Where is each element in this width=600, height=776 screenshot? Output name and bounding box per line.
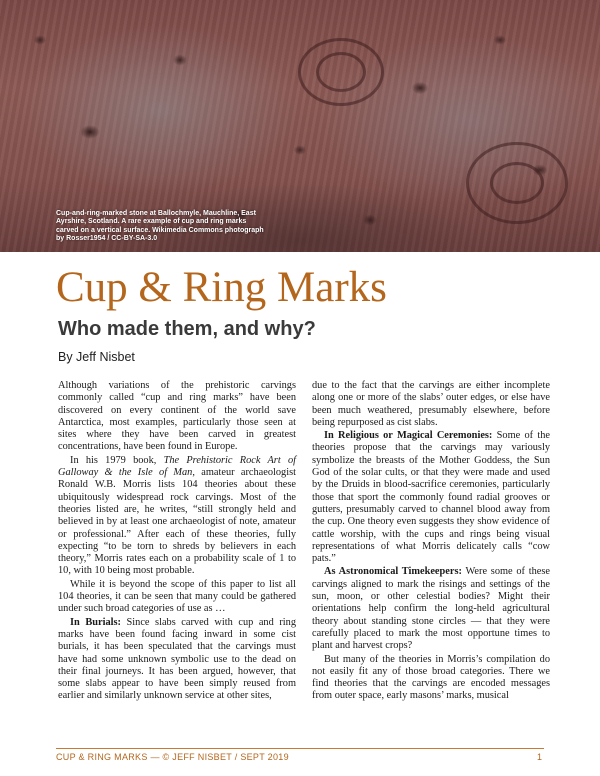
- footer-divider: [56, 748, 544, 749]
- run-in-heading: In Burials:: [70, 616, 121, 628]
- header-photo: [0, 0, 600, 252]
- page-title: Cup & Ring Marks: [56, 264, 387, 311]
- run-in-heading: As Astronomical Timekeepers:: [324, 566, 462, 578]
- page-subtitle: Who made them, and why?: [58, 318, 316, 340]
- paragraph-text: Were some of these carvings aligned to mark the risings and settings of the sun, moon, or other celestial bodies? Might their orientations help confirm the long-held agricultural theory about standing stone circles — that they were carefully placed to mark the most opportune times to plant and harvest crops?: [312, 566, 550, 652]
- paragraph: But many of the theories in Morris’s compilation do not easily fit any of those broad categories. There we find theories that the carvings are encoded messages from outer space, early masons’ marks, musical: [312, 653, 550, 702]
- carved-ring: [316, 52, 366, 92]
- left-column: [58, 380, 296, 704]
- paragraph-text: In his 1979 book,: [70, 454, 164, 466]
- paragraph-text: Some of the theories propose that the carvings may variously symbolize the breasts of the Mother Goddess, the Sun God of the solar cults, or that they were made and used by the Druids in blood-sacrifice ceremonies, particularly those that sport the commonly found radial grooves or gutters, presumably carved to channel blood away from the cup. One theory even suggests they show evidence of cattle worship, with the cups and rings being visual representations of what Morris delicately calls “cow pats.”: [312, 430, 550, 565]
- byline: By Jeff Nisbet: [58, 350, 135, 364]
- run-in-heading: In Religious or Magical Ceremonies:: [324, 430, 493, 442]
- book-title: The Prehistoric Rock Art of Galloway & the Isle of Man: [58, 454, 296, 479]
- page-number: 1: [537, 752, 543, 762]
- running-footer: CUP & RING MARKS — © JEFF NISBET / SEPT 2019: [56, 752, 289, 762]
- photo-caption: Cup-and-ring-marked stone at Ballochmyle, Mauchline, East Ayrshire, Scotland. A rare example of cup and ring marks carved on a vertical surface. Wikimedia Commons photograph by Rosser1954 / CC-BY-SA-3.0: [56, 210, 264, 243]
- paragraph: due to the fact that the carvings are either incomplete along one or more of the slabs’ outer edges, or else have been much weathered, presumably elsewhere, before being repurposed as cist slabs.: [312, 380, 550, 428]
- right-column: [312, 380, 550, 704]
- paragraph-text: , amateur archaeologist Ronald W.B. Morris lists 104 theories about these ubiquitously widespread rock carvings. Most of the theories listed are, he writes, “still strongly held and believed in by at least one archaeologist of note, amateur or professional.” After each of these theories, fully expecting “to be torn to shreds by believers in each theory,” Morris rates each on a probability scale of 1 to 10, with 10 being most probable.: [58, 467, 296, 577]
- paragraph: While it is beyond the scope of this paper to list all 104 theories, it can be seen that many could be gathered under such broad categories of use as …: [58, 578, 296, 615]
- paragraph: [312, 566, 550, 652]
- paragraph: [58, 617, 296, 703]
- paragraph: [58, 455, 296, 578]
- paragraph-text: Since slabs carved with cup and ring marks have been found facing inward in some cist burials, it has been speculated that the carvings must have had some unknown symbolic use to the dead on their final journeys. It has been argued, however, that some slabs appear to have been simply reused from earlier and similarly unknown service at other sites,: [58, 616, 296, 702]
- paragraph: [312, 430, 550, 565]
- carved-ring: [490, 162, 544, 204]
- paragraph: Although variations of the prehistoric carvings commonly called “cup and ring marks” have been discovered on every continent of the world save Antarctica, most examples, particularly those seen at sites where they have been carved in greatest concentrations, have been found in Europe.: [58, 380, 296, 453]
